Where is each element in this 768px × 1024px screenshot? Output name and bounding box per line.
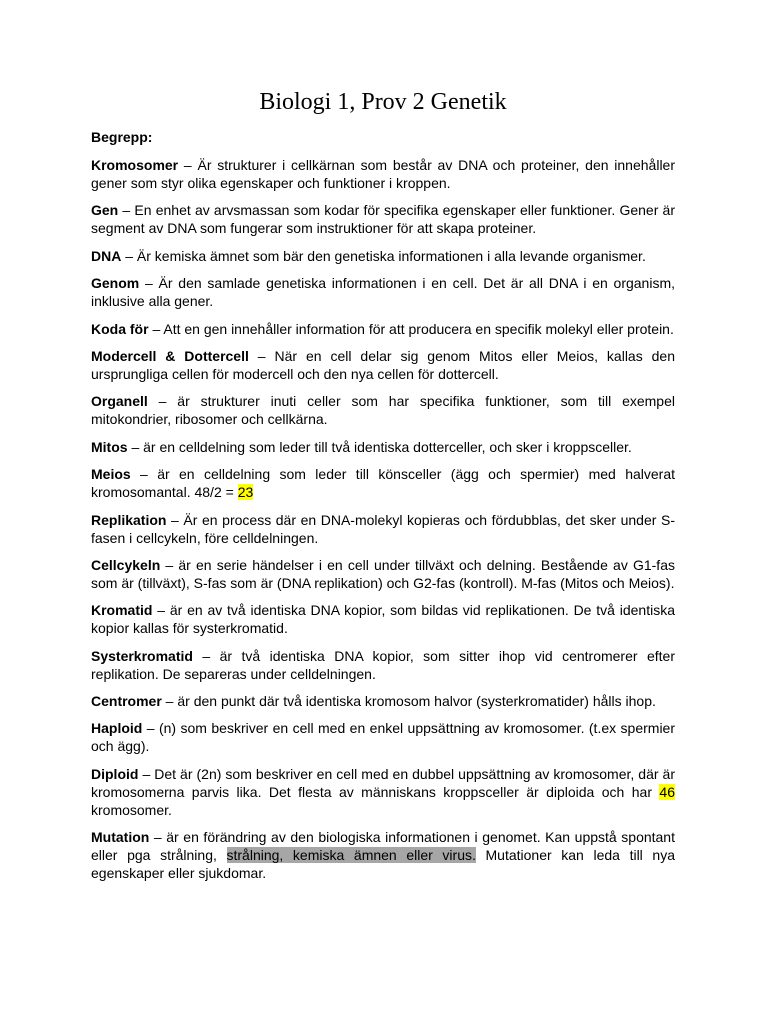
definition: – är en serie händelser i en cell under tillväxt och delning. Bestående av G1-fas som är (tillväxt), S-fas som är (DNA replikation) och G2-fas (kontroll). M-fas (Mitos och Meios). (91, 556, 675, 591)
entry-diploid (91, 765, 675, 819)
entry-dna (91, 247, 675, 265)
term: Haploid (91, 720, 143, 737)
definition: – är en celldelning som leder till två identiska dotterceller, och sker i kroppsceller. (127, 438, 632, 455)
entry-mutation (91, 828, 675, 882)
definition: – är två identiska DNA kopior, som sitter ihop vid centromerer efter replikation. De separeras under celldelningen. (91, 647, 675, 682)
term: Gen (91, 202, 119, 219)
document-page (91, 88, 675, 892)
highlighted-phrase: strålning, kemiska ämnen eller virus. (226, 847, 476, 864)
definition: – Att en gen innehåller information för att producera en specifik molekyl eller protein. (148, 320, 674, 337)
entry-cellcykeln (91, 556, 675, 592)
definition: – är strukturer inuti celler som har specifika funktioner, som till exempel mitokondrier, ribosomer och cellkärna. (91, 393, 675, 428)
entry-organell (91, 392, 675, 428)
entry-modercell-dottercell (91, 347, 675, 383)
entry-mitos (91, 438, 675, 456)
entry-haploid (91, 719, 675, 755)
entry-replikation (91, 511, 675, 547)
term: Kromosomer (91, 157, 179, 173)
term: Diploid (91, 765, 139, 782)
definition: – (n) som beskriver en cell med en enkel uppsättning av kromosomer. (t.ex spermier och ägg). (91, 720, 675, 755)
definition: – Det är (2n) som beskriver en cell med en dubbel uppsättning av kromosomer, där är kromosomerna parvis lika. Det flesta av människans kroppsceller är diploida och har (91, 765, 675, 800)
definition: – är den punkt där två identiska kromosom halvor (systerkromatider) hålls ihop. (161, 693, 656, 710)
term: DNA (91, 247, 122, 264)
definition: – är en förändring av den biologiska informationen i genomet. Kan uppstå spontant eller pga strålning, (91, 829, 675, 864)
highlighted-value: 23 (237, 484, 254, 501)
entry-kromatid (91, 601, 675, 637)
term: Mitos (91, 438, 128, 455)
definition: – Är strukturer i cellkärnan som består av DNA och proteiner, den innehåller gener som styr olika egenskaper och funktioner i kroppen. (91, 157, 675, 191)
term: Genom (91, 275, 140, 292)
definition: – När en cell delar sig genom Mitos eller Meios, kallas den ursprungliga cellen för modercell och den nya cellen för dottercell. (91, 347, 675, 382)
entry-koda-for (91, 320, 675, 338)
entry-genom (91, 274, 675, 310)
definition: – Är en process där en DNA-molekyl kopieras och fördubblas, det sker under S-fasen i cellcykeln, före celldelningen. (91, 511, 675, 546)
definition: – är en celldelning som leder till könsceller (ägg och spermier) med halverat kromosomantal. 48/2 = (91, 466, 675, 501)
term: Koda för (91, 320, 149, 337)
definition: – är en av två identiska DNA kopior, som bildas vid replikationen. De två identiska kopior kallas för systerkromatid. (91, 602, 675, 637)
entry-centromer (91, 692, 675, 710)
entry-kromosomer (91, 156, 675, 192)
document-title: Biologi 1, Prov 2 Genetik (259, 89, 507, 115)
entry-systerkromatid (91, 647, 675, 683)
definition: – Är kemiska ämnet som bär den genetiska informationen i alla levande organismer. (121, 247, 646, 264)
definition-tail: Mutationer kan leda till nya egenskaper eller sjukdomar. (91, 847, 675, 882)
section-heading: Begrepp: (91, 129, 153, 145)
term: Replikation (91, 511, 167, 528)
definition-tail: kromosomer. (91, 801, 172, 818)
term: Centromer (91, 693, 162, 710)
entry-meios (91, 465, 675, 501)
term: Systerkromatid (91, 647, 193, 664)
term: Meios (91, 466, 131, 483)
definition: – Är den samlade genetiska informationen i en cell. Det är all DNA i en organism, inklusive alla gener. (91, 275, 675, 310)
entry-gen (91, 201, 675, 237)
term: Cellcykeln (91, 556, 161, 573)
term: Modercell & Dottercell (91, 347, 249, 364)
term: Kromatid (91, 602, 153, 619)
highlighted-value: 46 (659, 783, 675, 800)
term: Organell (91, 393, 148, 410)
definition: – En enhet av arvsmassan som kodar för specifika egenskaper eller funktioner. Gener är segment av DNA som fungerar som instruktioner för att skapa proteiner. (91, 202, 675, 237)
term: Mutation (91, 829, 150, 846)
